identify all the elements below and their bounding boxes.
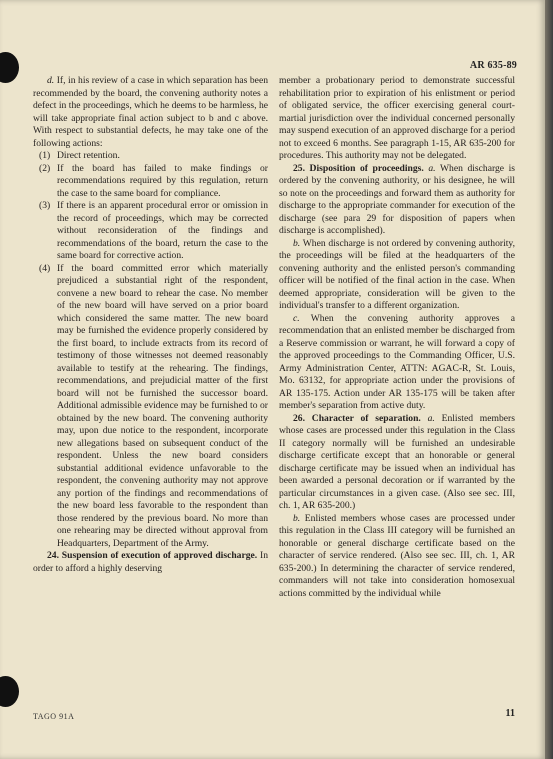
section-26-b: [279, 513, 515, 601]
binder-hole-bottom: [0, 676, 19, 707]
list-item-4: [33, 263, 268, 551]
item-text: If there is an apparent procedural error or omission in the record of proceedings, which may be corrected without reconsideration of the findings and recommendations of the board, return the case to the same board for corrective action.: [57, 200, 268, 261]
item-text: If the board committed error which materially prejudiced a substantial right of the respondent, convene a new board to rehear the case. No member of the new board will have served on a prior board which considered the same matter. The new board may be furnished the evidence properly considered by the first board, to include extracts from its record of testimony of those witnesses not deemed reasonably available to testify at the rehearing. The findings, recommendations, and prejudicial matter of the first board will not be furnished the successor board. Additional admissible evidence may be furnished to or obtained by the new board. The convening authority may, upon due notice to the respondent, incorporate new allegations based on subsequent conduct of the respondent. Unless the new board considers substantial additional evidence unfavorable to the respondent, the convening authority may not approve any portion of the findings and recommendations of the new board less favorable to the respondent than those rendered by the previous board. No more than one rehearing may be directed without approval from Headquarters, Department of the Army.: [57, 262, 268, 549]
paragraph-d: [33, 75, 268, 150]
sec26-a-text: Enlisted members whose cases are processed under this regulation in the Class II category normally will be furnished an undesirable discharge certificate except that an honorable or general discharge certificate may be issued when an individual has been awarded a personal decoration or if warranted by the particular circumstances in a given case. (Also see sec. III, ch. 1, AR 635-200.): [279, 412, 515, 511]
left-column: [33, 75, 268, 575]
item-number: (2): [39, 162, 51, 174]
sec26-b-text: Enlisted members whose cases are processed under this regulation in the Class III category will be furnished an honorable or general discharge certificate based on the character of service rendered. (Also see sec. III, ch. 1, AR 635-200.) In determining the character of service rendered, commanders will not take into consideration homosexual actions committed by the individual while: [279, 512, 515, 599]
item-text: If the board has failed to make findings or recommendations required by this regulation, return the case to the same board for compliance.: [57, 162, 268, 199]
running-head: AR 635-89: [469, 60, 517, 71]
sec25-a-text: When discharge is ordered by the convening authority, or his designee, he will so note on the proceedings and forward them as authority for discharge to the appropriate commander for execution of the discharge (see para 29 for disposition of papers when discharge is accomplished).: [279, 162, 515, 236]
section-25-c: [279, 313, 515, 413]
continued-text: member a probationary period to demonstrate successful rehabilitation prior to expiration of his enlistment or period of obligated service, the officer exercising general court-martial jurisdiction over the individual concerned personally may suspend execution of an approved discharge for a period not to exceed 6 months. See paragraph 1-15, AR 635-200 for procedures. This authority may not be delegated.: [279, 75, 515, 161]
list-item-1: [33, 150, 268, 163]
section-26-a: [279, 413, 515, 513]
item-text: Direct retention.: [57, 150, 120, 161]
sec25-c-text: When the convening authority approves a recommendation that an enlisted member be discharged from a Reserve commission or warrant, he will forward a copy of the approved proceedings to the Commanding Officer, U.S. Army Administration Center, ATTN: AGAC-R, St. Louis, Mo. 63132, for appropriate action under the provisions of AR 135-175. Action under AR 135-175 will be taken after member's separation from active duty.: [279, 312, 515, 411]
binder-hole-top: [0, 52, 19, 83]
sec25-a-marker: a.: [428, 162, 436, 174]
section-24: [33, 550, 268, 575]
section-24-heading: 24. Suspension of execution of approved discharge.: [47, 550, 258, 561]
section-25-b: [279, 238, 515, 313]
item-number: (1): [39, 150, 51, 161]
right-column: [279, 75, 515, 600]
list-item-2: [33, 163, 268, 201]
item-number: (3): [39, 200, 51, 211]
sec25-b-text: When discharge is not ordered by convening authority, the proceedings will be filed at the headquarters of the convening authority and the enlisted person's commanding officer will be notified of the final action in the case. When deemed appropriate, consideration will be given to the individual's transfer to a different organization.: [279, 237, 515, 311]
sec25-c-marker: c.: [293, 312, 300, 324]
section-25-a: [279, 163, 515, 238]
para-d-text: If, in his review of a case in which separation has been recommended by the board, the convening authority notes a defect in the proceedings, which he deems to be harmless, he will take appropriate final action subject to b and c above. With respect to substantial defects, he may take one of the following actions:: [33, 75, 269, 149]
sec26-b-marker: b.: [293, 512, 301, 524]
list-item-3: [33, 200, 268, 263]
section-24-text: In order to afford a highly deserving: [33, 550, 268, 574]
page-edge: [545, 0, 553, 759]
section-26-heading: 26. Character of separation.: [293, 412, 421, 424]
footer-tago: TAGO 91A: [33, 712, 75, 721]
item-number: (4): [39, 262, 51, 274]
section-25-heading: 25. Disposition of proceedings.: [293, 162, 424, 174]
sec26-a-marker: a.: [427, 412, 435, 424]
page-number: 11: [505, 708, 515, 719]
sec25-b-marker: b.: [293, 237, 301, 249]
para-d-marker: d.: [47, 75, 55, 86]
